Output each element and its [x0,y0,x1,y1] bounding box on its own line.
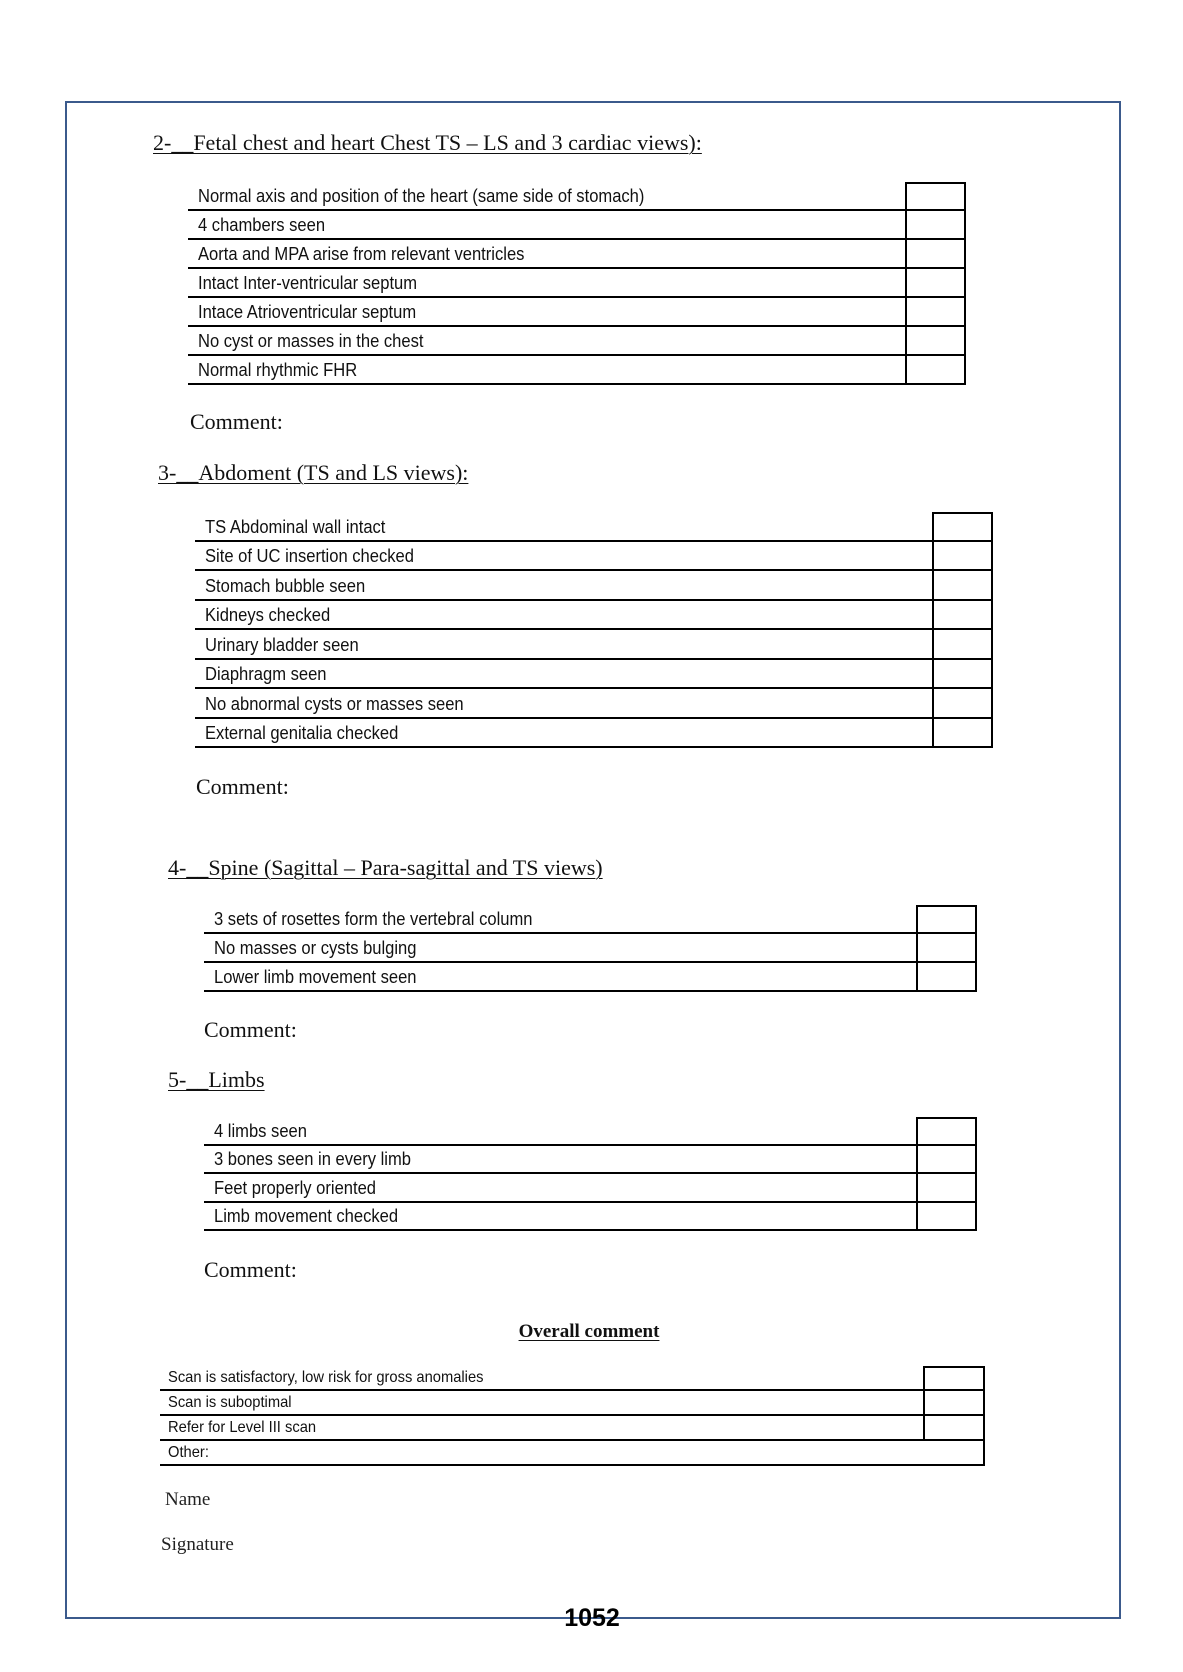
checklist-chest [188,182,966,385]
checkbox[interactable] [905,211,966,240]
checkbox[interactable] [905,356,966,385]
checkbox[interactable] [916,1117,977,1146]
checklist-item-label: Normal rhythmic FHR [198,360,358,380]
checklist-limbs [204,1117,977,1231]
checklist-row [195,630,993,660]
checkbox[interactable] [932,601,993,631]
checklist-item-label: Feet properly oriented [214,1177,377,1198]
checklist-item-label: Aorta and MPA arise from relevant ventricles [198,244,525,264]
checklist-row [188,240,966,269]
checklist-row [160,1416,985,1441]
other-label: Other: [168,1444,209,1461]
signature-label: Signature [161,1534,234,1555]
checklist-row [188,356,966,385]
checklist-row [204,1146,977,1175]
checkbox[interactable] [916,905,977,934]
checklist-row [195,601,993,631]
checkbox[interactable] [932,719,993,749]
checklist-row [195,571,993,601]
name-label: Name [165,1489,211,1510]
comment-label-spine: Comment: [204,1017,297,1042]
section-heading-limbs: 5-__Limbs [168,1067,265,1092]
checklist-row [195,719,993,749]
page-number: 1052 [564,1604,620,1632]
checklist-overall [160,1366,985,1466]
section-heading-abdomen: 3-__Abdoment (TS and LS views): [158,460,469,485]
checklist-row [195,512,993,542]
checkbox[interactable] [932,630,993,660]
checklist-row [204,963,977,992]
checklist-row [160,1366,985,1391]
checklist-item-label: Normal axis and position of the heart (same side of stomach) [198,186,645,206]
checklist-row [188,298,966,327]
checklist-item-label: 3 bones seen in every limb [214,1149,411,1169]
checkbox[interactable] [932,660,993,690]
checkbox[interactable] [932,689,993,719]
checkbox[interactable] [916,963,977,992]
checklist-row [188,269,966,298]
checklist-item-label: 3 sets of rosettes form the vertebral column [214,909,533,929]
checklist-item-label: Lower limb movement seen [214,967,417,987]
checkbox[interactable] [932,512,993,542]
section-heading-spine: 4-__Spine (Sagittal – Para-sagittal and TS views) [168,855,603,880]
checklist-item-label: No cyst or masses in the chest [198,331,424,351]
checkbox[interactable] [923,1366,985,1391]
checklist-row [204,905,977,934]
checklist-row [195,689,993,719]
checklist-item-label: Refer for Level III scan [168,1419,317,1436]
checkbox[interactable] [916,1174,977,1203]
checkbox[interactable] [923,1416,985,1441]
checkbox[interactable] [916,1146,977,1175]
checklist-spine [204,905,977,992]
checklist-row [195,542,993,572]
comment-label-abdomen: Comment: [196,774,289,799]
comment-label-chest: Comment: [190,409,283,434]
checklist-abdomen [195,512,993,748]
checklist-item-label: No masses or cysts bulging [214,938,417,958]
other-row[interactable] [160,1441,985,1466]
overall-comment-title: Overall comment [518,1321,660,1342]
section-heading-chest: 2-__Fetal chest and heart Chest TS – LS and 3 cardiac views): [153,130,702,155]
checklist-item-label: 4 limbs seen [214,1120,307,1141]
checklist-row [188,182,966,211]
checkbox[interactable] [905,240,966,269]
checklist-row [160,1391,985,1416]
checklist-item-label: Stomach bubble seen [205,575,366,596]
checklist-item-label: No abnormal cysts or masses seen [205,693,464,714]
checklist-item-label: Kidneys checked [205,605,331,625]
checklist-item-label: Limb movement checked [214,1206,399,1226]
checkbox[interactable] [932,571,993,601]
checklist-item-label: Urinary bladder seen [205,634,359,655]
checklist-item-label: TS Abdominal wall intact [205,516,386,537]
checklist-row [204,1203,977,1232]
checkbox[interactable] [905,327,966,356]
checklist-item-label: Diaphragm seen [205,664,327,684]
checklist-item-label: Site of UC insertion checked [205,546,414,566]
checkbox[interactable] [916,934,977,963]
checklist-row [204,1174,977,1203]
checklist-row [188,327,966,356]
checkbox[interactable] [905,269,966,298]
checklist-item-label: External genitalia checked [205,723,399,743]
checklist-row [195,660,993,690]
checklist-item-label: Intact Inter-ventricular septum [198,273,418,293]
checklist-item-label: Scan is suboptimal [168,1394,292,1411]
checklist-item-label: Scan is satisfactory, low risk for gross anomalies [168,1369,484,1386]
checkbox[interactable] [905,182,966,211]
checklist-item-label: 4 chambers seen [198,215,326,235]
checklist-row [188,211,966,240]
checkbox[interactable] [905,298,966,327]
checkbox[interactable] [932,542,993,572]
comment-label-limbs: Comment: [204,1257,297,1282]
checklist-row [204,934,977,963]
checkbox[interactable] [923,1391,985,1416]
checklist-item-label: Intace Atrioventricular septum [198,302,417,322]
checklist-row [204,1117,977,1146]
checkbox[interactable] [916,1203,977,1232]
